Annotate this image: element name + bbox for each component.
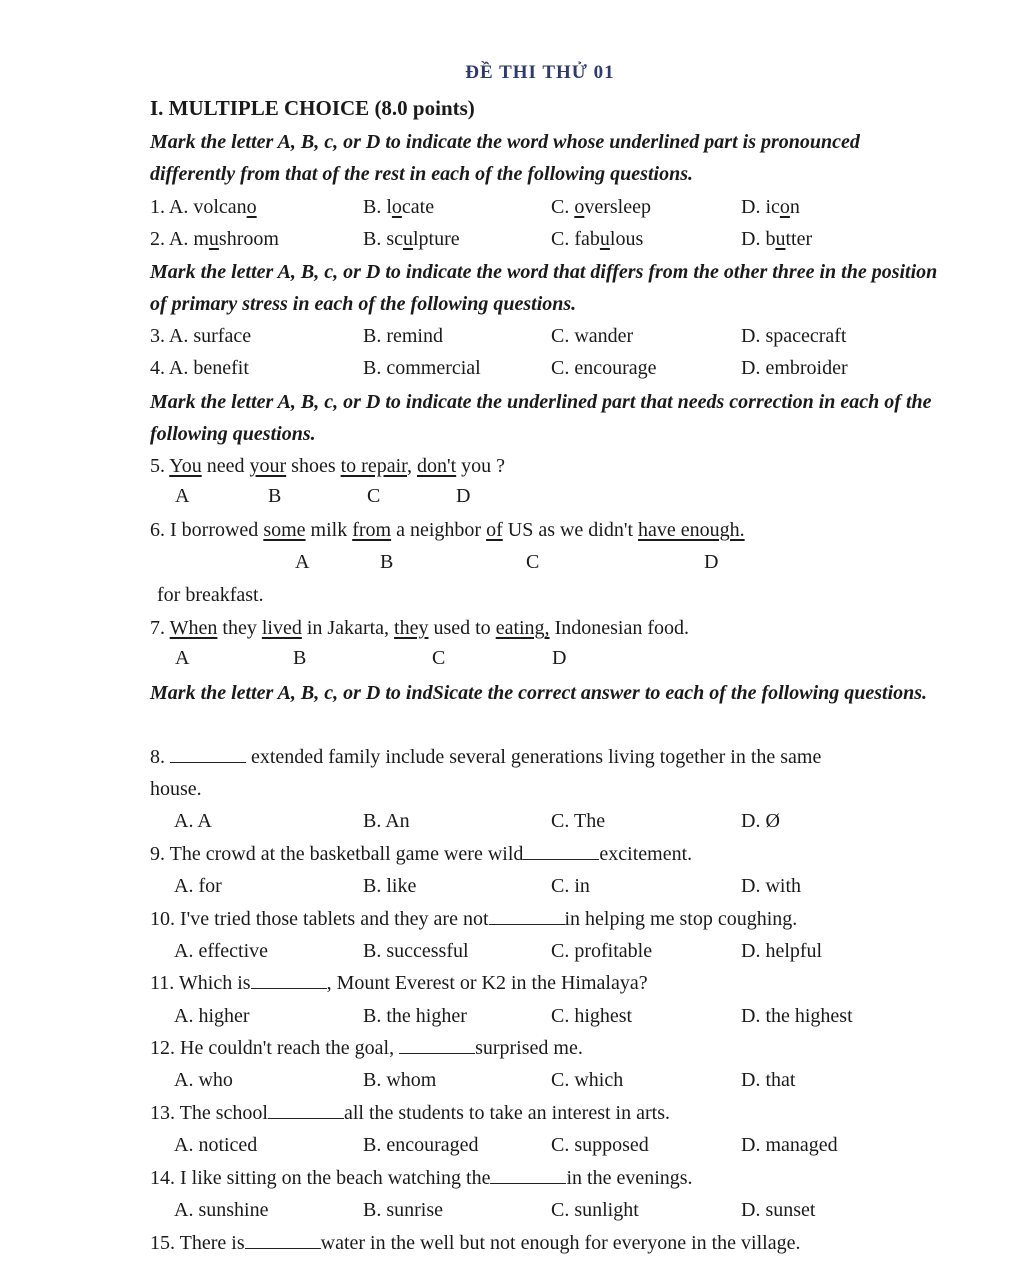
question-12: 12. He couldn't reach the goal, surprised me. — [150, 1037, 583, 1059]
option-b: B. sculpture — [363, 228, 460, 250]
label-c: C — [526, 551, 540, 573]
section-title: I. MULTIPLE CHOICE (8.0 points) — [150, 96, 475, 120]
question-5: 5. You need your shoes to repair, don't you ? — [150, 455, 506, 477]
option-b: B. commercial — [363, 357, 481, 379]
underlined-part: they — [394, 617, 429, 639]
question-6: 6. I borrowed some milk from a neighbor of US as we didn't have enough. — [150, 519, 745, 541]
underlined-part: don't — [417, 455, 457, 477]
underlined-part: u — [208, 228, 219, 250]
option-d: D. with — [741, 875, 801, 897]
option-d: D. helpful — [741, 940, 823, 962]
option-a: A. for — [174, 875, 222, 897]
underlined-part: You — [169, 455, 202, 477]
underlined-part: your — [249, 455, 287, 477]
option-a: A. m — [168, 228, 209, 250]
question-number: 1. — [150, 196, 165, 218]
underlined-part: u — [775, 228, 786, 250]
option-c: C. which — [551, 1069, 624, 1091]
option-d: D. embroider — [741, 357, 848, 379]
option-b: B. remind — [363, 325, 443, 347]
underlined-part: from — [352, 519, 392, 541]
underlined-part: o — [779, 196, 790, 218]
question-8-continuation: house. — [150, 778, 202, 800]
underlined-part: u — [403, 228, 413, 250]
option-d: D. spacecraft — [741, 325, 847, 347]
instruction-stress: Mark the letter A, B, c, or D to indicate the word that differs from the other three in the position of primary stress in each of the following questions. — [150, 261, 938, 315]
option-a: A. effective — [174, 940, 269, 962]
underlined-part: have enough. — [638, 519, 745, 541]
label-c: C — [367, 485, 381, 507]
question-3: 3. A. surface — [150, 325, 252, 347]
question-11: 11. Which is , Mount Everest or K2 in the Himalaya? — [150, 972, 648, 994]
underlined-part: o — [391, 196, 402, 218]
underlined-part: lived — [261, 617, 302, 639]
answer-blank — [251, 970, 327, 989]
option-a: A. who — [174, 1069, 233, 1091]
underlined-part: some — [263, 519, 306, 541]
label-a: A — [175, 485, 190, 507]
question-14: 14. I like sitting on the beach watching the in the evenings. — [150, 1167, 693, 1189]
instruction-answer: Mark the letter A, B, c, or D to indSicate the correct answer to each of the following questions. — [150, 682, 928, 704]
option-b: B. locate — [363, 196, 435, 218]
option-d: D. Ø — [741, 810, 780, 832]
label-d: D — [552, 647, 567, 669]
question-15: 15. There is water in the well but not enough for everyone in the village. — [150, 1232, 801, 1254]
option-c: C. encourage — [551, 357, 657, 379]
label-c: C — [432, 647, 446, 669]
question-10: 10. I've tried those tablets and they are not in helping me stop coughing. — [150, 908, 798, 930]
answer-blank — [490, 1165, 566, 1184]
option-b: B. whom — [363, 1069, 437, 1091]
option-c: C. profitable — [551, 940, 653, 962]
option-a: A. noticed — [174, 1134, 258, 1156]
option-a: A. higher — [174, 1005, 250, 1027]
question-6-continuation: for breakfast. — [157, 584, 264, 606]
underlined-part: of — [486, 519, 503, 541]
option-a: A. benefit — [168, 357, 249, 379]
option-c: C. in — [551, 875, 590, 897]
label-b: B — [293, 647, 307, 669]
question-2: 2. A. mushroom — [150, 228, 279, 250]
option-c: C. supposed — [551, 1134, 649, 1156]
instruction-correction: Mark the letter A, B, c, or D to indicate the underlined part that needs correction in each of the following questions. — [150, 391, 932, 445]
underlined-part: eating, — [495, 617, 550, 639]
option-a: A. surface — [168, 325, 252, 347]
option-d: D. icon — [741, 196, 800, 218]
option-b: B. the higher — [363, 1005, 467, 1027]
label-d: D — [456, 485, 471, 507]
question-8: 8. extended family include several generations living together in the same — [150, 746, 822, 768]
question-13: 13. The school all the students to take an interest in arts. — [150, 1102, 670, 1124]
underlined-part: o — [246, 196, 257, 218]
option-b: B. successful — [363, 940, 469, 962]
answer-blank — [523, 841, 599, 860]
option-d: D. the highest — [741, 1005, 853, 1027]
option-b: B. sunrise — [363, 1199, 443, 1221]
question-9: 9. The crowd at the basketball game were wild excitement. — [150, 843, 693, 865]
label-b: B — [268, 485, 282, 507]
option-d: D. that — [741, 1069, 796, 1091]
label-d: D — [704, 551, 719, 573]
option-c: C. The — [551, 810, 606, 832]
question-1 — [150, 192, 257, 222]
underlined-part: u — [599, 228, 610, 250]
exam-title: ĐỀ THI THỬ 01 — [465, 62, 615, 83]
label-b: B — [380, 551, 394, 573]
option-c: C. fabulous — [551, 228, 644, 250]
question-4: 4. A. benefit — [150, 357, 249, 379]
option-c: C. wander — [551, 325, 634, 347]
option-d: D. butter — [741, 228, 813, 250]
option-c: C. oversleep — [551, 196, 651, 218]
option-b: B. encouraged — [363, 1134, 479, 1156]
underlined-part: to repair — [340, 455, 407, 477]
option-a: A. volcan — [168, 196, 247, 218]
question-7: 7. When they lived in Jakarta, they used to eating, Indonesian food. — [150, 617, 689, 639]
instruction-pronunciation: Mark the letter A, B, c, or D to indicate the word whose underlined part is pronounced differently from that of the rest in each of the following questions. — [150, 131, 860, 185]
label-a: A — [295, 551, 310, 573]
answer-blank — [170, 744, 246, 763]
option-d: D. managed — [741, 1134, 838, 1156]
option-c: C. highest — [551, 1005, 633, 1027]
option-b: B. An — [363, 810, 410, 832]
label-a: A — [175, 647, 190, 669]
option-b: B. like — [363, 875, 417, 897]
option-d: D. sunset — [741, 1199, 816, 1221]
option-c: C. sunlight — [551, 1199, 639, 1221]
answer-blank — [399, 1035, 475, 1054]
answer-blank — [268, 1100, 344, 1119]
question-number: 2. — [150, 228, 165, 250]
answer-blank — [245, 1230, 321, 1249]
answer-blank — [489, 906, 565, 925]
option-a: A. A — [174, 810, 212, 832]
underlined-part: When — [169, 617, 218, 639]
underlined-part: o — [574, 196, 585, 218]
option-a: A. sunshine — [174, 1199, 269, 1221]
